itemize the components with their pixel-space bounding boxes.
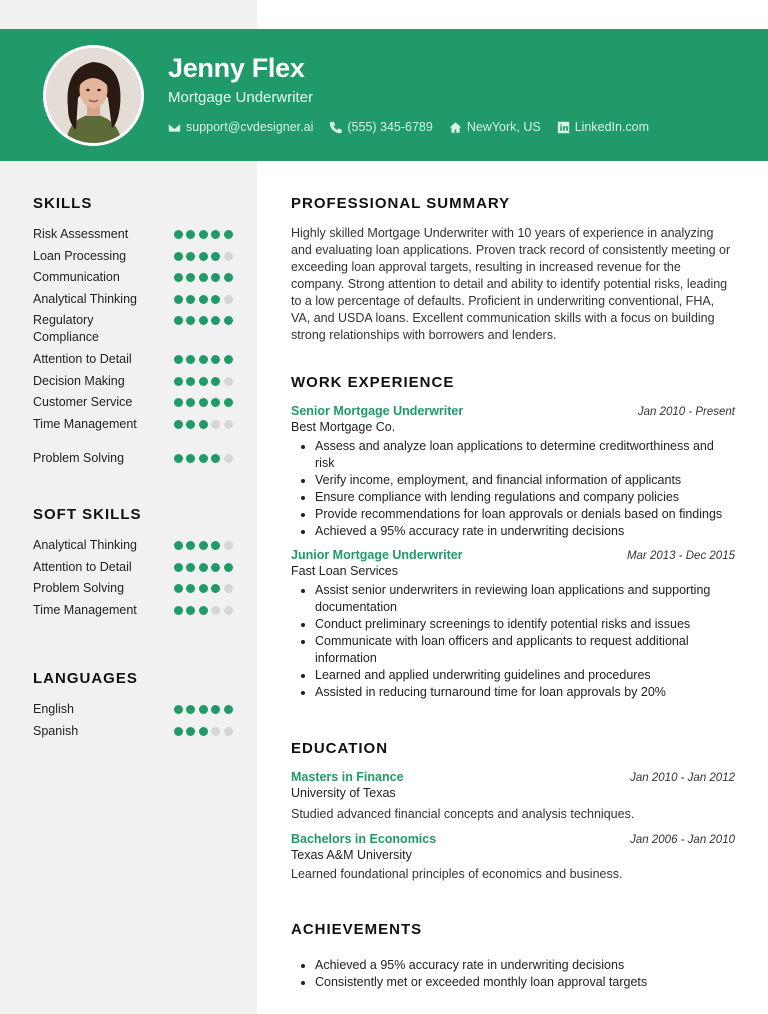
job-date: Mar 2013 - Dec 2015 xyxy=(626,550,735,562)
rating-dot-filled xyxy=(224,230,233,239)
skill-row xyxy=(33,394,233,411)
skill-rating xyxy=(170,316,233,346)
skill-row xyxy=(33,312,233,346)
school-name: University of Texas xyxy=(291,786,396,800)
education-date: Jan 2006 - Jan 2010 xyxy=(630,834,735,846)
experience-heading: WORK EXPERIENCE xyxy=(291,374,455,391)
rating-dot-filled xyxy=(199,584,208,593)
company-name: Fast Loan Services xyxy=(291,564,398,578)
soft-skills-section xyxy=(33,506,233,623)
contact-location-text: NewYork, US xyxy=(466,120,541,134)
rating-dot-filled xyxy=(199,454,208,463)
skill-name: Attention to Detail xyxy=(33,351,132,366)
contact-linkedin-text: LinkedIn.com xyxy=(574,120,650,134)
skill-name: Risk Assessment xyxy=(33,227,129,241)
achievements-section xyxy=(291,921,735,991)
rating-dot-empty xyxy=(224,727,233,736)
rating-dot-filled xyxy=(199,606,208,615)
achievements-heading: ACHIEVEMENTS xyxy=(291,921,423,938)
summary-heading: PROFESSIONAL SUMMARY xyxy=(291,195,511,212)
rating-dot-filled xyxy=(211,230,220,239)
rating-dot-filled xyxy=(211,273,220,282)
skill-name: Spanish xyxy=(33,723,79,738)
job-bullets xyxy=(291,438,735,540)
rating-dot-filled xyxy=(174,727,183,736)
rating-dot-filled xyxy=(186,420,195,429)
rating-dot-empty xyxy=(224,252,233,261)
skill-name: Analytical Thinking xyxy=(33,538,137,552)
rating-dot-filled xyxy=(211,541,220,550)
rating-dot-filled xyxy=(186,727,195,736)
rating-dot-filled xyxy=(186,252,195,261)
list-item: Achieved a 95% accuracy rate in underwriting decisions xyxy=(315,523,735,540)
skill-name: Problem Solving xyxy=(33,581,125,596)
degree-title: Masters in Finance xyxy=(291,770,404,784)
envelope-icon xyxy=(168,121,181,134)
rating-dot-filled xyxy=(174,584,183,593)
rating-dot-empty xyxy=(224,454,233,463)
skill-row xyxy=(33,580,233,597)
job-title: Junior Mortgage Underwriter xyxy=(291,548,463,562)
rating-dot-filled xyxy=(174,541,183,550)
rating-dot-filled xyxy=(186,295,195,304)
list-item: Learned and applied underwriting guidelines and procedures xyxy=(315,667,735,684)
job-bullets xyxy=(291,582,735,701)
rating-dot-empty xyxy=(224,584,233,593)
rating-dot-filled xyxy=(174,316,183,325)
skill-name: Time Management xyxy=(33,602,137,617)
rating-dot-filled xyxy=(174,377,183,386)
school-name: Texas A&M University xyxy=(291,848,412,862)
education-heading: EDUCATION xyxy=(291,740,389,757)
rating-dot-filled xyxy=(174,705,183,714)
rating-dot-empty xyxy=(224,420,233,429)
rating-dot-filled xyxy=(174,273,183,282)
rating-dot-filled xyxy=(199,727,208,736)
skill-rating xyxy=(170,398,233,411)
profile-photo-frame xyxy=(43,45,144,146)
list-item: Communicate with loan officers and applicants to request additional information xyxy=(315,633,735,667)
skill-rating xyxy=(170,355,233,368)
skill-row xyxy=(33,701,233,718)
skill-rating xyxy=(170,420,233,433)
company-name: Best Mortgage Co. xyxy=(291,420,396,434)
rating-dot-filled xyxy=(186,377,195,386)
rating-dot-filled xyxy=(186,606,195,615)
linkedin-icon xyxy=(557,121,570,134)
skills-list xyxy=(33,226,233,467)
rating-dot-filled xyxy=(186,563,195,572)
phone-icon xyxy=(329,121,342,134)
list-item: Conduct preliminary screenings to identify potential risks and issues xyxy=(315,616,735,633)
skill-rating xyxy=(170,563,233,576)
skill-row xyxy=(33,559,233,576)
rating-dot-filled xyxy=(199,541,208,550)
contact-bar xyxy=(168,120,665,134)
skill-rating xyxy=(170,454,233,467)
rating-dot-filled xyxy=(174,606,183,615)
skill-row xyxy=(33,226,233,243)
summary-section xyxy=(291,195,735,344)
skill-row xyxy=(33,351,233,368)
rating-dot-filled xyxy=(224,273,233,282)
skill-name: Customer Service xyxy=(33,395,133,410)
skill-name: Problem Solving xyxy=(33,450,125,465)
job-entry xyxy=(291,548,735,701)
rating-dot-empty xyxy=(224,295,233,304)
portrait-illustration xyxy=(46,48,141,143)
skill-rating xyxy=(170,252,233,265)
rating-dot-filled xyxy=(199,398,208,407)
rating-dot-filled xyxy=(211,584,220,593)
candidate-title: Mortgage Underwriter xyxy=(168,89,314,106)
rating-dot-filled xyxy=(186,705,195,714)
skill-name: Attention to Detail xyxy=(33,559,132,574)
education-description: Studied advanced financial concepts and analysis techniques. xyxy=(291,807,635,821)
rating-dot-filled xyxy=(211,454,220,463)
profile-photo xyxy=(46,48,141,143)
rating-dot-filled xyxy=(174,563,183,572)
contact-email-text: support@cvdesigner.ai xyxy=(186,120,314,134)
rating-dot-filled xyxy=(211,316,220,325)
rating-dot-filled xyxy=(186,541,195,550)
soft-skills-heading: SOFT SKILLS xyxy=(33,506,142,523)
list-item: Assisted in reducing turnaround time for loan approvals by 20% xyxy=(315,684,735,701)
rating-dot-filled xyxy=(186,273,195,282)
education-section xyxy=(291,740,735,883)
rating-dot-filled xyxy=(174,355,183,364)
rating-dot-filled xyxy=(211,398,220,407)
list-item: Assist senior underwriters in reviewing loan applications and supporting documentation xyxy=(315,582,735,616)
job-entry xyxy=(291,404,735,540)
skills-section xyxy=(33,195,233,471)
languages-heading: LANGUAGES xyxy=(33,670,138,687)
rating-dot-filled xyxy=(186,398,195,407)
rating-dot-filled xyxy=(224,398,233,407)
rating-dot-filled xyxy=(174,398,183,407)
skill-row xyxy=(33,373,233,390)
contact-email[interactable] xyxy=(168,120,313,134)
rating-dot-filled xyxy=(199,355,208,364)
rating-dot-empty xyxy=(224,541,233,550)
rating-dot-filled xyxy=(199,252,208,261)
rating-dot-filled xyxy=(174,420,183,429)
skill-name: Loan Processing xyxy=(33,248,127,263)
rating-dot-filled xyxy=(211,705,220,714)
skill-rating xyxy=(170,705,233,718)
rating-dot-filled xyxy=(199,316,208,325)
skill-row xyxy=(33,269,233,286)
skill-row xyxy=(33,723,233,740)
skill-rating xyxy=(170,606,233,619)
candidate-name: Jenny Flex xyxy=(168,53,305,83)
skill-name: Analytical Thinking xyxy=(33,291,137,306)
rating-dot-filled xyxy=(224,563,233,572)
rating-dot-empty xyxy=(211,420,220,429)
rating-dot-filled xyxy=(199,563,208,572)
job-date: Jan 2010 - Present xyxy=(637,406,735,418)
skill-rating xyxy=(170,584,233,597)
experience-section xyxy=(291,374,735,701)
summary-text: Highly skilled Mortgage Underwriter with 10 years of experience in analyzing and evaluating loan applications. Proven track record of consistently meeting or exceeding loan approval targets, resulting in increased revenue for the company. Strong attention to detail and ability to identify potential risks, leading to a low percentage of defaults. Proficient in underwriting conventional, FHA, VA, and USDA loans. Excellent communication skills with a focus on building strong relationships with borrowers and lenders. xyxy=(291,226,731,342)
rating-dot-filled xyxy=(174,454,183,463)
rating-dot-filled xyxy=(174,252,183,261)
soft-skills-list xyxy=(33,537,233,619)
skill-rating xyxy=(170,377,233,390)
list-item: Verify income, employment, and financial information of applicants xyxy=(315,472,735,489)
rating-dot-filled xyxy=(174,230,183,239)
header-banner xyxy=(0,29,768,161)
rating-dot-filled xyxy=(224,316,233,325)
skill-row xyxy=(33,248,233,265)
skill-name: Regulatory Compliance xyxy=(33,313,100,345)
rating-dot-filled xyxy=(211,563,220,572)
degree-title: Bachelors in Economics xyxy=(291,832,437,846)
rating-dot-filled xyxy=(211,295,220,304)
contact-location xyxy=(449,120,541,134)
rating-dot-filled xyxy=(199,295,208,304)
education-entry xyxy=(291,832,735,883)
rating-dot-filled xyxy=(199,377,208,386)
rating-dot-filled xyxy=(211,355,220,364)
rating-dot-filled xyxy=(199,230,208,239)
achievements-list xyxy=(291,957,735,991)
rating-dot-empty xyxy=(224,377,233,386)
contact-linkedin[interactable] xyxy=(557,120,649,134)
rating-dot-filled xyxy=(186,454,195,463)
rating-dot-filled xyxy=(199,420,208,429)
rating-dot-filled xyxy=(186,355,195,364)
languages-list xyxy=(33,701,233,740)
languages-section xyxy=(33,670,233,744)
skill-row xyxy=(33,537,233,554)
education-date: Jan 2010 - Jan 2012 xyxy=(630,772,735,784)
skill-name: Decision Making xyxy=(33,373,125,388)
skill-row xyxy=(33,602,233,619)
list-item: Ensure compliance with lending regulations and company policies xyxy=(315,489,735,506)
list-item: Consistently met or exceeded monthly loan approval targets xyxy=(315,974,735,991)
skill-rating xyxy=(170,273,233,286)
skill-name: English xyxy=(33,702,74,716)
skill-name: Time Management xyxy=(33,416,137,431)
contact-phone[interactable] xyxy=(329,120,432,134)
skill-rating xyxy=(170,727,233,740)
job-title: Senior Mortgage Underwriter xyxy=(291,404,464,418)
rating-dot-empty xyxy=(211,606,220,615)
rating-dot-filled xyxy=(186,316,195,325)
skill-rating xyxy=(170,295,233,308)
rating-dot-filled xyxy=(224,705,233,714)
rating-dot-filled xyxy=(224,355,233,364)
skills-heading: SKILLS xyxy=(33,195,93,212)
rating-dot-empty xyxy=(211,727,220,736)
education-description: Learned foundational principles of economics and business. xyxy=(291,867,623,881)
rating-dot-filled xyxy=(186,584,195,593)
rating-dot-filled xyxy=(186,230,195,239)
list-item: Achieved a 95% accuracy rate in underwriting decisions xyxy=(315,957,735,974)
skill-rating xyxy=(170,541,233,554)
skill-row xyxy=(33,291,233,308)
rating-dot-filled xyxy=(211,252,220,261)
education-entry xyxy=(291,770,735,823)
home-icon xyxy=(449,121,462,134)
list-item: Provide recommendations for loan approvals or denials based on findings xyxy=(315,506,735,523)
skill-name: Communication xyxy=(33,270,120,285)
rating-dot-filled xyxy=(211,377,220,386)
skill-rating xyxy=(170,230,233,243)
skill-row xyxy=(33,450,233,467)
rating-dot-empty xyxy=(224,606,233,615)
rating-dot-filled xyxy=(199,273,208,282)
contact-phone-text: (555) 345-6789 xyxy=(347,120,433,134)
list-item: Assess and analyze loan applications to determine creditworthiness and risk xyxy=(315,438,735,472)
skill-row xyxy=(33,416,233,433)
rating-dot-filled xyxy=(174,295,183,304)
rating-dot-filled xyxy=(199,705,208,714)
